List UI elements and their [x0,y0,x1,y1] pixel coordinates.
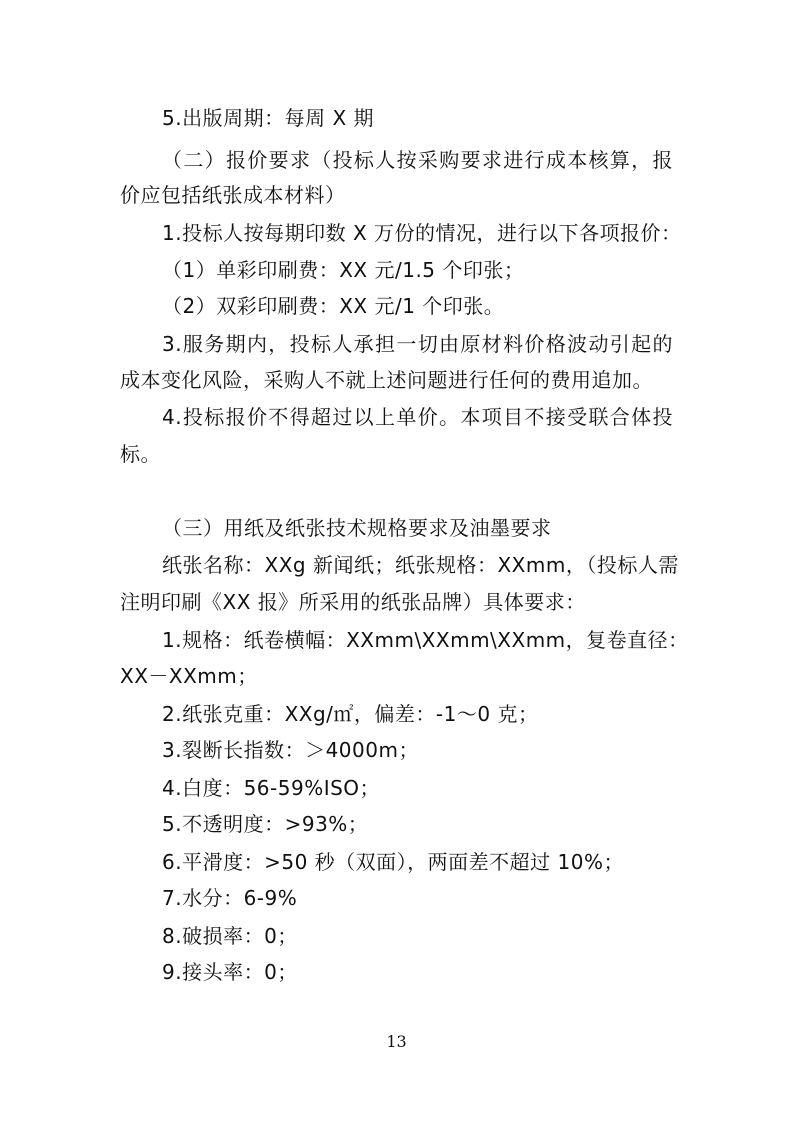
text-line-quote-item-4: 4.投标报价不得超过以上单价。本项目不接受联合体投 [162,405,673,429]
text-line-spec-size: 1.规格：纸卷横幅：XXmm\XXmm\XXmm，复卷直径： [162,628,689,652]
text-line-spec-whiteness: 4.白度：56-59%ISO； [162,776,381,800]
text-line-quote-item-3: 3.服务期内，投标人承担一切由原材料价格波动引起的 [162,332,673,356]
text-line-spec-weight: 2.纸张克重：XXg/㎡，偏差：-1～0 克； [162,702,539,726]
text-line-quote-item-3-cont: 成本变化风险，采购人不就上述问题进行任何的费用追加。 [120,368,653,392]
text-line-paper-name: 纸张名称：XXg 新闻纸；纸张规格：XXmm，（投标人需 [162,553,679,577]
page-number: 13 [386,1032,407,1051]
text-line-spec-joint-rate: 9.接头率：0； [162,960,298,984]
text-line-quote-item-1: 1.投标人按每期印数 X 万份的情况，进行以下各项报价： [162,221,682,245]
text-line-spec-moisture: 7.水分：6-9% [162,886,298,910]
text-line-spec-smoothness: 6.平滑度：>50 秒（双面），两面差不超过 10%； [162,850,624,874]
text-line-quote-item-4-cont: 标。 [120,442,161,466]
text-line-single-color-fee: （1）单彩印刷费：XX 元/1.5 个印张； [162,258,525,282]
text-line-paper-name-cont: 注明印刷《XX 报》所采用的纸张品牌）具体要求： [120,590,586,614]
text-line-double-color-fee: （2）双彩印刷费：XX 元/1 个印张。 [162,294,505,318]
text-line-quote-requirements-cont: 价应包括纸张成本材料） [120,183,346,207]
text-line-publication-cycle: 5.出版周期：每周 X 期 [162,106,374,130]
text-line-spec-breaking-length: 3.裂断长指数：＞4000m； [162,738,419,762]
text-line-spec-damage-rate: 8.破损率：0； [162,924,298,948]
text-line-spec-size-cont: XX－XXmm； [120,664,258,688]
text-line-spec-opacity: 5.不透明度：>93%； [162,812,369,836]
text-line-paper-spec-heading: （三）用纸及纸张技术规格要求及油墨要求 [162,516,552,540]
text-line-quote-requirements-heading: （二）报价要求（投标人按采购要求进行成本核算，报 [162,148,673,172]
